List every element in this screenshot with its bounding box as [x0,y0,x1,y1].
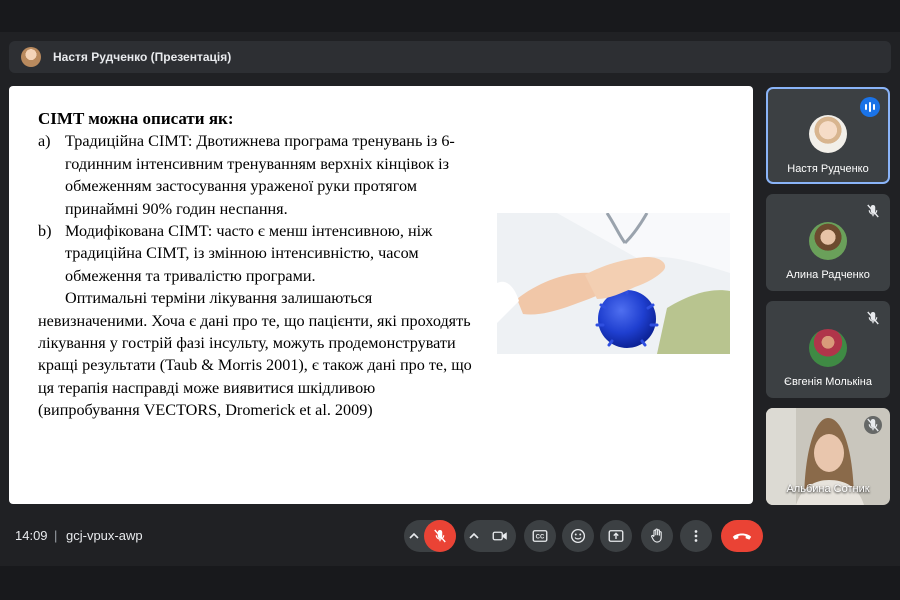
participant-name: Євгенія Молькіна [784,376,872,388]
mic-off-icon [864,202,882,220]
more-options-button[interactable] [680,520,712,552]
window-bottom-strip [0,566,900,600]
present-button[interactable] [600,520,632,552]
participant-name: Алина Радченко [786,269,870,281]
reactions-button[interactable] [562,520,594,552]
camera-control-group [464,520,516,552]
camera-icon [491,527,509,545]
participant-name: Настя Рудченко [787,163,869,175]
captions-button[interactable] [524,520,556,552]
participant-name: Альбина Сотник [786,483,870,495]
separator: | [54,528,58,543]
window-top-strip [0,0,900,32]
list-marker: b) [38,222,52,241]
mic-options-button[interactable] [404,520,424,552]
hand-icon [648,527,666,545]
captions-icon [531,527,549,545]
slide-list-item [38,220,478,287]
meeting-code: gcj-vpux-awp [66,528,143,543]
participant-tile[interactable] [766,194,890,291]
avatar [809,115,847,153]
shared-slide [9,86,753,504]
list-item-text: Модифікована CIMT: часто є менш інтенсивною, ніж традиційна CIMT, із змінною інтенсивністю, часом обмеження та тривалістю програми. [65,222,433,285]
svg-text:CC: CC [535,534,545,541]
slide-paragraph: Оптимальні терміни лікування залишаються невизначеними. Хоча є дані про те, що пацієнти, які проходять лікування у гострій фазі інсульту, можуть продемонструвати кращі результати (Taub & Morris 2001), є також дані про те, що ця терапія насправді може виявитися шкідливою (випробування VECTORS, Dromerick et al. 2009) [38,289,472,420]
list-item-text: Традиційна CIMT: Двотижнева програма тренувань із 6-годинним інтенсивним тренуванням верхніх кінцівок із обмеженням застосування ураженої руки протягом принаймні 90% годин неспання. [65,132,455,218]
leave-call-button[interactable] [721,520,763,552]
mic-off-icon [431,527,449,545]
presentation-title: Настя Рудченко (Презентація) [53,50,232,64]
microphone-toggle-button[interactable] [424,520,456,552]
meeting-control-bar [0,508,900,564]
more-vert-icon [687,527,705,545]
camera-toggle-button[interactable] [484,520,516,552]
emoji-icon [569,527,587,545]
participant-video-tile[interactable] [766,408,890,505]
therapy-ball-photo [497,213,730,354]
microphone-control-group [404,520,456,552]
chevron-up-icon [408,530,420,542]
list-marker: a) [38,132,51,151]
chevron-up-icon [468,530,480,542]
slide-text [38,108,478,422]
camera-options-button[interactable] [464,520,484,552]
present-icon [607,527,625,545]
slide-list-item [38,130,478,220]
participant-tile-active-speaker[interactable] [766,87,890,184]
mic-off-icon [864,309,882,327]
meeting-clock: 14:09 [15,528,48,543]
speaking-indicator-icon [860,97,880,117]
participant-tile[interactable] [766,301,890,398]
raise-hand-button[interactable] [641,520,673,552]
mic-off-icon [864,416,882,434]
avatar [809,329,847,367]
slide-title: CIMT можна описати як: [38,109,234,128]
avatar [809,222,847,260]
hang-up-icon [731,529,753,543]
presentation-header [9,41,891,73]
presenter-avatar [21,47,41,67]
